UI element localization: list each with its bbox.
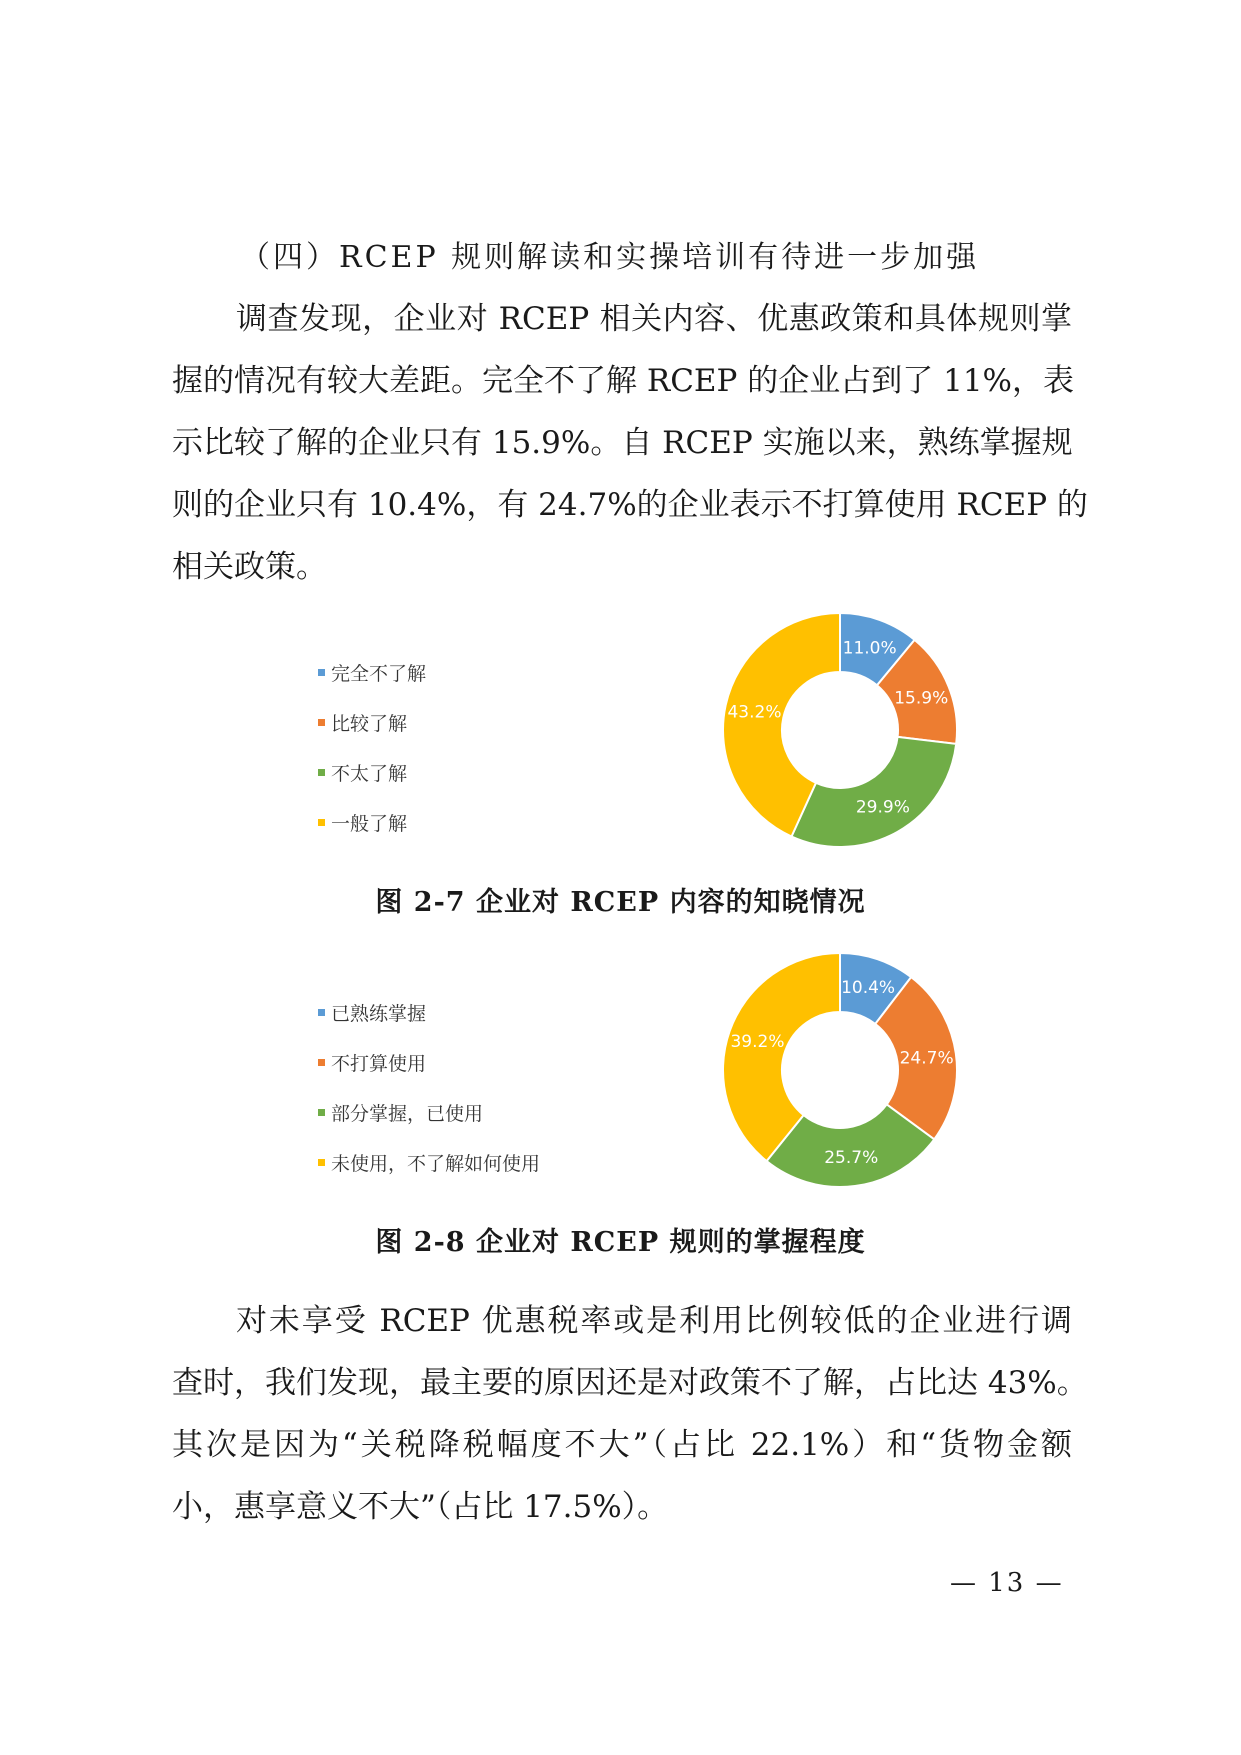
- legend-label: 已熟练掌握: [331, 1002, 427, 1025]
- chart-legend: [318, 987, 540, 1187]
- legend-swatch: [318, 1009, 325, 1016]
- legend-label: 一般了解: [331, 812, 408, 835]
- donut-chart-awareness: [300, 595, 1000, 865]
- legend-item: [318, 747, 426, 797]
- legend-item: [318, 647, 426, 697]
- legend-swatch: [318, 1059, 325, 1066]
- legend-item: [318, 697, 426, 747]
- data-label: 11.0%: [842, 638, 897, 659]
- paragraph-line: 小，惠享意义不大”（占比 17.5%）。: [172, 1489, 669, 1525]
- legend-item: [318, 797, 426, 847]
- page-number: — 13 —: [950, 1568, 1064, 1598]
- data-label: 25.7%: [824, 1147, 879, 1168]
- paragraph-line: 调查发现，企业对 RCEP 相关内容、优惠政策和具体规则掌: [236, 301, 1072, 337]
- legend-item: [318, 1087, 540, 1137]
- paragraph-awareness: [172, 288, 1088, 598]
- donut-slice: [792, 737, 957, 847]
- data-label: 15.9%: [894, 688, 949, 709]
- legend-swatch: [318, 669, 325, 676]
- legend-label: 部分掌握，已使用: [331, 1102, 484, 1125]
- legend-label: 比较了解: [331, 712, 408, 735]
- data-label: 24.7%: [899, 1048, 954, 1069]
- legend-swatch: [318, 719, 325, 726]
- legend-label: 未使用，不了解如何使用: [331, 1152, 541, 1175]
- data-label: 43.2%: [727, 702, 782, 723]
- donut-svg: [700, 595, 980, 865]
- donut-svg: [700, 935, 980, 1205]
- donut-chart-rule-mastery: [300, 935, 1000, 1205]
- legend-swatch: [318, 1109, 325, 1116]
- data-label: 29.9%: [855, 797, 910, 818]
- legend-swatch: [318, 769, 325, 776]
- data-label: 10.4%: [841, 978, 896, 999]
- legend-swatch: [318, 1159, 325, 1166]
- legend-label: 不打算使用: [331, 1052, 427, 1075]
- paragraph-reasons: [172, 1290, 1088, 1538]
- paragraph-line: 对未享受 RCEP 优惠税率或是利用比例较低的企业进行调: [236, 1303, 1072, 1339]
- paragraph-line: 握的情况有较大差距。完全不了解 RCEP 的企业占到了 11%，表: [172, 363, 1075, 399]
- paragraph-line: 查时，我们发现，最主要的原因还是对政策不了解，占比达 43%。: [172, 1365, 1088, 1401]
- chart-legend: [318, 647, 426, 847]
- legend-swatch: [318, 819, 325, 826]
- figure-caption-2-8: 图 2-8 企业对 RCEP 规则的掌握程度: [375, 1227, 866, 1258]
- paragraph-line: 则的企业只有 10.4%，有 24.7%的企业表示不打算使用 RCEP 的: [172, 487, 1088, 523]
- legend-item: [318, 987, 540, 1037]
- legend-item: [318, 1037, 540, 1087]
- paragraph-line: 示比较了解的企业只有 15.9%。自 RCEP 实施以来，熟练掌握规: [172, 425, 1073, 461]
- legend-label: 不太了解: [331, 762, 408, 785]
- data-label: 39.2%: [730, 1031, 785, 1052]
- paragraph-line: 其次是因为“关税降税幅度不大”（占比 22.1%）和“货物金额: [172, 1427, 1072, 1463]
- figure-caption-2-7: 图 2-7 企业对 RCEP 内容的知晓情况: [375, 887, 866, 918]
- section-heading: （四）RCEP 规则解读和实操培训有待进一步加强: [240, 240, 980, 275]
- legend-label: 完全不了解: [331, 662, 427, 685]
- paragraph-line: 相关政策。: [172, 549, 327, 585]
- legend-item: [318, 1137, 540, 1187]
